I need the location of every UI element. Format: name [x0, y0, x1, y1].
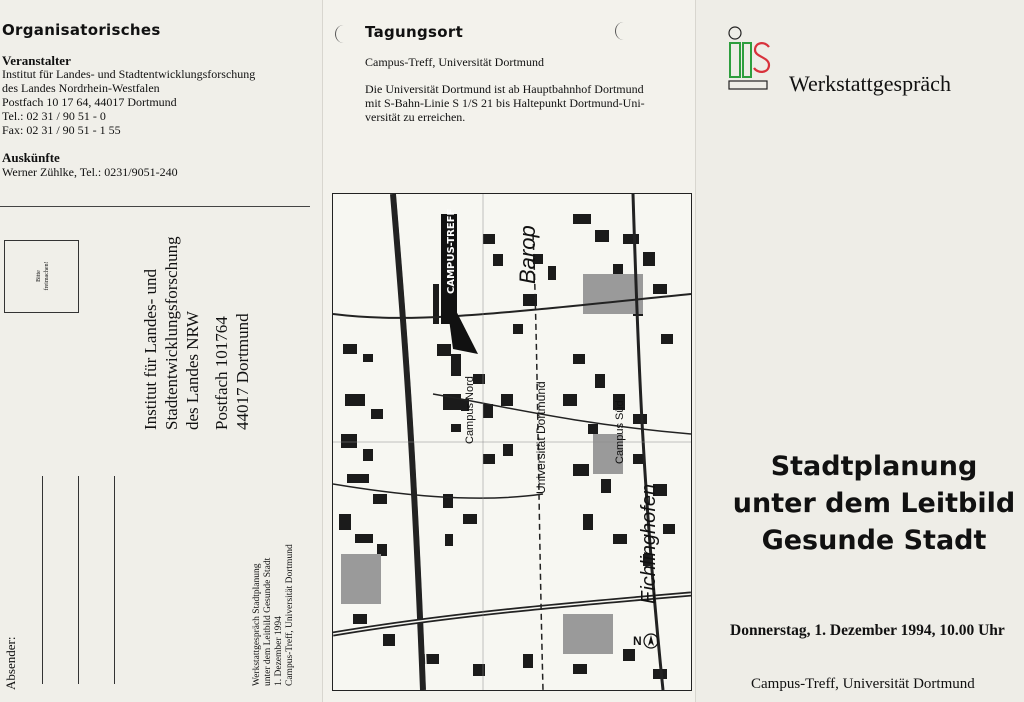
map-label-uni: Universität Dortmund	[534, 381, 548, 494]
auskuenfte-label: Auskünfte	[2, 150, 60, 165]
venue-text: Campus-Treff, Universität Dortmund	[365, 55, 544, 69]
address-text	[140, 236, 253, 430]
veranstalter-line: Institut für Landes- und Stadtentwicklungsforschung	[2, 67, 256, 81]
right-panel	[696, 0, 1024, 702]
imprint-line: 1. Dezember 1994	[274, 616, 284, 686]
sender-label: Absender:	[3, 636, 18, 690]
stamp-box	[4, 240, 79, 313]
map-label-eichlinghofen: Eichlinghofen	[638, 483, 660, 604]
address-line: des Landes NRW	[183, 311, 202, 430]
auskuenfte-contact: Werner Zühlke, Tel.: 0231/9051-240	[2, 165, 178, 179]
veranstalter-label: Veranstalter	[2, 53, 71, 68]
title-line: Gesunde Stadt	[761, 525, 987, 556]
ils-logo-icon	[727, 26, 771, 92]
address-spacer	[203, 236, 211, 430]
address-line: Institut für Landes- und	[141, 269, 160, 430]
event-title	[724, 448, 1024, 559]
organisation-heading: Organisatorisches	[2, 21, 161, 39]
map-label-campus: CAMPUS-TREFF	[446, 208, 457, 294]
tagungsort-heading: Tagungsort	[365, 23, 464, 41]
punch-hole-left	[335, 25, 352, 43]
series-label: Werkstattgespräch	[789, 71, 951, 96]
veranstalter-line: Postfach 10 17 64, 44017 Dortmund	[2, 95, 177, 109]
stamp-text: Bitte freimachen!	[36, 261, 50, 291]
veranstalter-line: des Landes Nordrhein-Westfalen	[2, 81, 160, 95]
map-label-barop: Barop	[515, 225, 540, 284]
left-panel	[0, 0, 323, 702]
veranstalter-address	[2, 67, 255, 137]
address-line: Stadtentwicklungsforschung	[162, 236, 181, 430]
ils-logo	[727, 26, 771, 92]
map-label-campus-nord: Campus Nord	[464, 376, 476, 444]
title-line: Stadtplanung	[770, 451, 978, 482]
event-date: Donnerstag, 1. Dezember 1994, 10.00 Uhr	[730, 622, 1005, 639]
directions-line: mit S-Bahn-Linie S 1/S 21 bis Haltepunkt Dortmund-Uni-	[365, 96, 645, 110]
campus-map	[332, 193, 692, 691]
directions-line: versität zu erreichen.	[365, 110, 466, 124]
directions-text	[365, 82, 645, 124]
north-arrow-label: N	[633, 634, 642, 648]
map-label-campus-sued: Campus Süd	[614, 400, 626, 464]
imprint-line: Campus-Treff, Universität Dortmund	[285, 544, 295, 686]
address-block	[140, 236, 260, 431]
address-line: 44017 Dortmund	[233, 313, 252, 430]
imprint-line: unter dem Leitbild Gesunde Stadt	[263, 557, 273, 686]
imprint-line: Werkstattgespräch Stadtplanung	[252, 563, 262, 686]
title-line: unter dem Leitbild	[732, 488, 1016, 519]
veranstalter-line: Tel.: 02 31 / 90 51 - 0	[2, 109, 106, 123]
punch-hole-right	[615, 22, 632, 40]
address-line: Postfach 101764	[212, 316, 231, 430]
sender-line-2	[78, 476, 79, 684]
sender-line-1	[42, 476, 43, 684]
event-location: Campus-Treff, Universität Dortmund	[751, 676, 975, 692]
directions-line: Die Universität Dortmund ist ab Hauptbahnhof Dortmund	[365, 82, 644, 96]
map-graphic	[333, 194, 691, 690]
fold-imprint	[252, 544, 296, 686]
sender-line-3	[114, 476, 115, 684]
veranstalter-line: Fax: 02 31 / 90 51 - 1 55	[2, 123, 121, 137]
fold-divider	[0, 206, 310, 207]
